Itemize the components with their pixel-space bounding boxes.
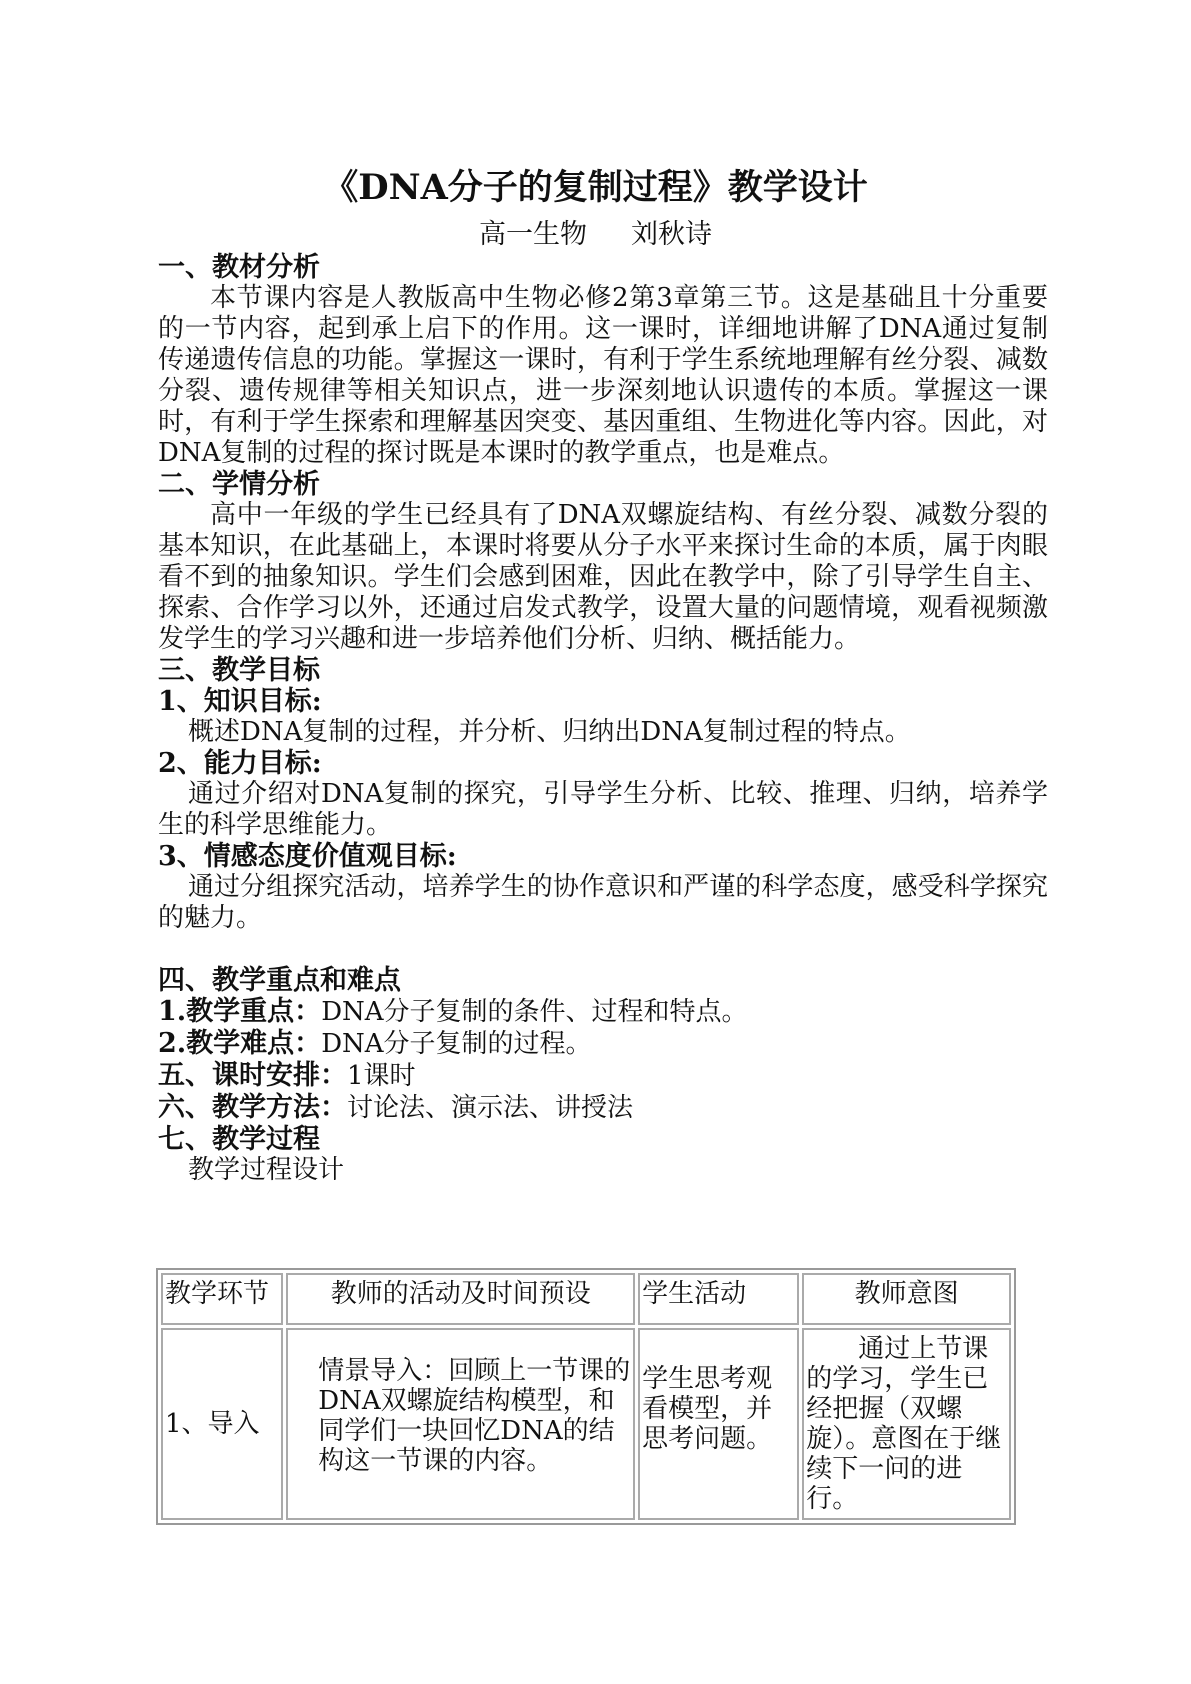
document-title: 《DNA分子的复制过程》教学设计 <box>323 167 868 208</box>
section-heading-students: 二、学情分析 <box>158 469 320 500</box>
table-cell-teacher: 情景导入：回顾上一节课的DNA双螺旋结构模型，和同学们一块回忆DNA的结构这一节课的内容。 <box>286 1328 635 1520</box>
key-point-row <box>158 996 1048 1028</box>
table-header-cell: 教师的活动及时间预设 <box>286 1273 635 1325</box>
method-row <box>158 1092 1048 1124</box>
difficult-point-text: DNA分子复制的过程。 <box>321 1029 592 1059</box>
table-cell-student: 学生思考观看模型，并思考问题。 <box>638 1328 799 1520</box>
process-table <box>156 1268 1016 1525</box>
difficult-point-label: 2.教学难点： <box>158 1028 322 1059</box>
table-header-cell: 教学环节 <box>161 1273 283 1325</box>
section-text-textbook: 本节课内容是人教版高中生物必修2第3章第三节。这是基础且十分重要的一节内容，起到承上启下的作用。这一课时，详细地讲解了DNA通过复制传递遗传信息的功能。掌握这一课时，有利于学生系统地理解有丝分裂、减数分裂、遗传规律等相关知识点，进一步深刻地认识遗传的本质。掌握这一课时，有利于学生探索和理解基因突变、基因重组、生物进化等内容。因此，对DNA复制的过程的探讨既是本课时的教学重点，也是难点。 <box>158 283 1048 468</box>
goal-text-ability: 通过介绍对DNA复制的探究，引导学生分析、比较、推理、归纳，培养学生的科学思维能力。 <box>158 779 1048 840</box>
method-text: 讨论法、演示法、讲授法 <box>347 1093 634 1123</box>
key-point-text: DNA分子复制的条件、过程和特点。 <box>321 997 748 1027</box>
schedule-row <box>158 1060 1048 1092</box>
process-subtitle: 教学过程设计 <box>188 1155 345 1185</box>
goal-heading-emotion: 3、情感态度价值观目标: <box>158 841 457 872</box>
table-cell-stage: 1、导入 <box>161 1328 283 1520</box>
author-name: 刘秋诗 <box>631 219 712 250</box>
table-cell-intent: 通过上节课的学习，学生已经把握（双螺旋）。意图在于继续下一问的进行。 <box>802 1328 1011 1520</box>
table-header-cell: 教师意图 <box>802 1273 1011 1325</box>
section-text-students: 高中一年级的学生已经具有了DNA双螺旋结构、有丝分裂、减数分裂的基本知识，在此基础上，本课时将要从分子水平来探讨生命的本质，属于肉眼看不到的抽象知识。学生们会感到困难，因此在教学中，除了引导学生自主、探索、合作学习以外，还通过启发式教学，设置大量的问题情境，观看视频激发学生的学习兴趣和进一步培养他们分析、归纳、概括能力。 <box>158 500 1048 654</box>
goal-heading-ability: 2、能力目标: <box>158 748 322 779</box>
difficult-point-row <box>158 1028 1048 1060</box>
section-heading-key-points: 四、教学重点和难点 <box>158 965 401 996</box>
goal-text-knowledge: 概述DNA复制的过程，并分析、归纳出DNA复制过程的特点。 <box>188 717 911 747</box>
subject-grade: 高一生物 <box>479 219 587 250</box>
table-header-row <box>161 1273 1011 1325</box>
method-label: 六、教学方法： <box>158 1092 347 1123</box>
goal-heading-knowledge: 1、知识目标: <box>158 686 322 717</box>
section-heading-goals: 三、教学目标 <box>158 655 320 686</box>
table-header-cell: 学生活动 <box>638 1273 799 1325</box>
table-row <box>161 1328 1011 1520</box>
key-point-label: 1.教学重点： <box>158 996 322 1027</box>
schedule-label: 五、课时安排： <box>158 1060 347 1091</box>
document-body <box>158 252 1048 1186</box>
goal-text-emotion: 通过分组探究活动，培养学生的协作意识和严谨的科学态度，感受科学探究的魅力。 <box>158 872 1048 933</box>
section-heading-textbook: 一、教材分析 <box>158 252 320 283</box>
schedule-text: 1课时 <box>347 1061 416 1091</box>
document-subtitle <box>0 218 1191 252</box>
section-heading-process: 七、教学过程 <box>158 1124 320 1155</box>
